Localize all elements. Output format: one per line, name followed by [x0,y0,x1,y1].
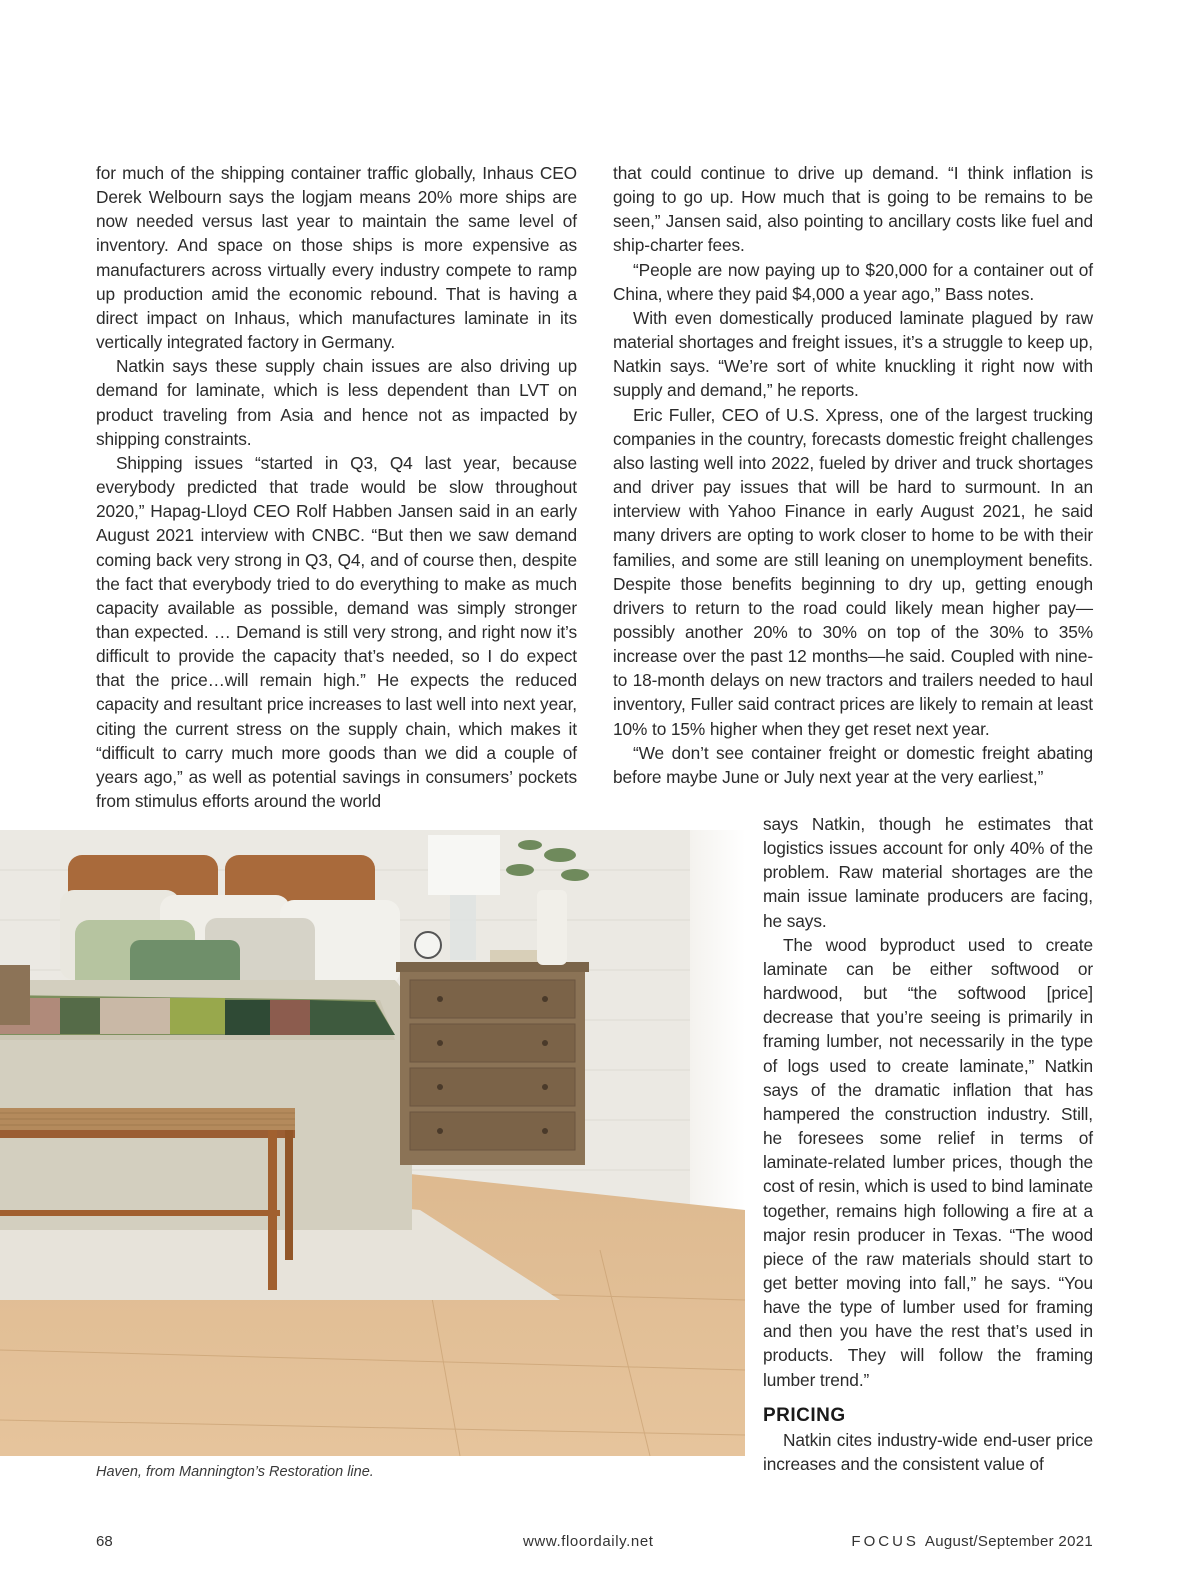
paragraph: The wood byproduct used to create laminate can be either softwood or hardwood, but “the softwood [price] decrease that you’re seeing is primarily in framing lumber, not necessarily in the type of logs used to create laminate,” Natkin says of the dramatic inflation that has hampered the construction industry. Still, he foresees some relief in terms of laminate-related lumber prices, though the cost of resin, which is used to bind laminate together, remains high following a fire at a major resin producer in Texas. “The wood piece of the raw materials should start to get better moving into fall,” he says. “You have the type of lumber used for framing and then you have the rest that’s used in products. They will follow the framing lumber trend.” [763,934,1093,1390]
paragraph: that could continue to drive up demand. “I think inflation is going to go up. How much that is going to be remains to be seen,” Jansen said, also pointing to ancillary costs like fuel and ship-charter fees. [613,163,1093,256]
paragraph: for much of the shipping container traffic globally, Inhaus CEO Derek Welbourn says the logjam means 20% more ships are now needed versus last year to maintain the same level of inventory. And space on those ships is more expensive as manufacturers across virtually every industry compete to ramp up production amid the economic rebound. That is having a direct impact on Inhaus, which manufactures laminate in its vertically integrated factory in Germany. [96,163,577,353]
paragraph: Natkin cites industry-wide end-user price increases and the consistent value of [763,1429,1093,1474]
paragraph: “People are now paying up to $20,000 for a container out of China, where they paid $4,000 a year ago,” Bass notes. [613,259,1093,304]
lamp-shade [428,835,500,895]
paragraph: Shipping issues “started in Q3, Q4 last year, because everybody predicted that trade would be slow throughout 2020,” Hapag-Lloyd CEO Rolf Habben Jansen said in an early August 2021 interview with CNBC. “But then we saw demand coming back very strong in Q3, Q4, and of course then, despite the fact that everybody tried to do everything to make as much capacity available as possible, demand was simply stronger than expected. … Demand is still very strong, and right now it’s difficult to provide the capacity that’s needed, so I do expect that the price…will remain high.” He expects the reduced capacity and resultant price increases to last well into next year, citing the current stress on the supply chain, which makes it “difficult to carry much more goods than we did a couple of years ago,” as well as potential savings in consumers’ pockets from stimulus efforts around the world [96,452,577,812]
page-number: 68 [96,1533,113,1550]
paragraph: says Natkin, though he estimates that logistics issues account for only 40% of the problem. Raw material shortages are the main issue laminate producers are facing, he says. [763,814,1093,931]
curtain [690,830,745,1250]
section-heading: PRICING [763,1404,846,1426]
paragraph: “We don’t see container freight or domestic freight abating before maybe June or July next year at the very earliest,” [613,742,1093,787]
article-column-middle [613,161,1093,789]
magazine-brand: FOCUS [851,1533,919,1550]
paragraph: Natkin says these supply chain issues are also driving up demand for laminate, which is less dependent than LVT on product traveling from Asia and hence not as impacted by shipping constraints. [96,356,577,449]
throw-blanket [0,995,395,1035]
magazine-issue [851,1533,1093,1550]
site-url[interactable]: www.floordaily.net [523,1533,654,1550]
paragraph: Eric Fuller, CEO of U.S. Xpress, one of the largest trucking companies in the country, forecasts domestic freight challenges also lasting well into 2022, fueled by driver and truck shortages and driver pay issues that will be hard to surmount. In an interview with Yahoo Finance in early August 2021, he said many drivers are opting to work closer to home to be with their families, and some are still leaning on unemployment benefits. Despite those benefits beginning to dry up, getting enough drivers to return to the road could likely mean higher pay—possibly another 20% to 30% on top of the 30% to 35% increase over the past 12 months—he said. Coupled with nine- to 18-month delays on new tractors and trailers needed to haul inventory, Fuller said contract prices are likely to remain at least 10% to 15% higher when they get reset next year. [613,404,1093,739]
article-column-right [763,812,1093,1476]
issue-date: August/September 2021 [924,1533,1093,1550]
bedroom-photo [0,830,745,1456]
photo-caption: Haven, from Mannington’s Restoration line. [96,1464,374,1480]
article-column-left [96,161,577,813]
paragraph: With even domestically produced laminate plagued by raw material shortages and freight issues, it’s a struggle to keep up, Natkin says. “We’re sort of white knuckling it right now with supply and demand,” he reports. [613,307,1093,401]
